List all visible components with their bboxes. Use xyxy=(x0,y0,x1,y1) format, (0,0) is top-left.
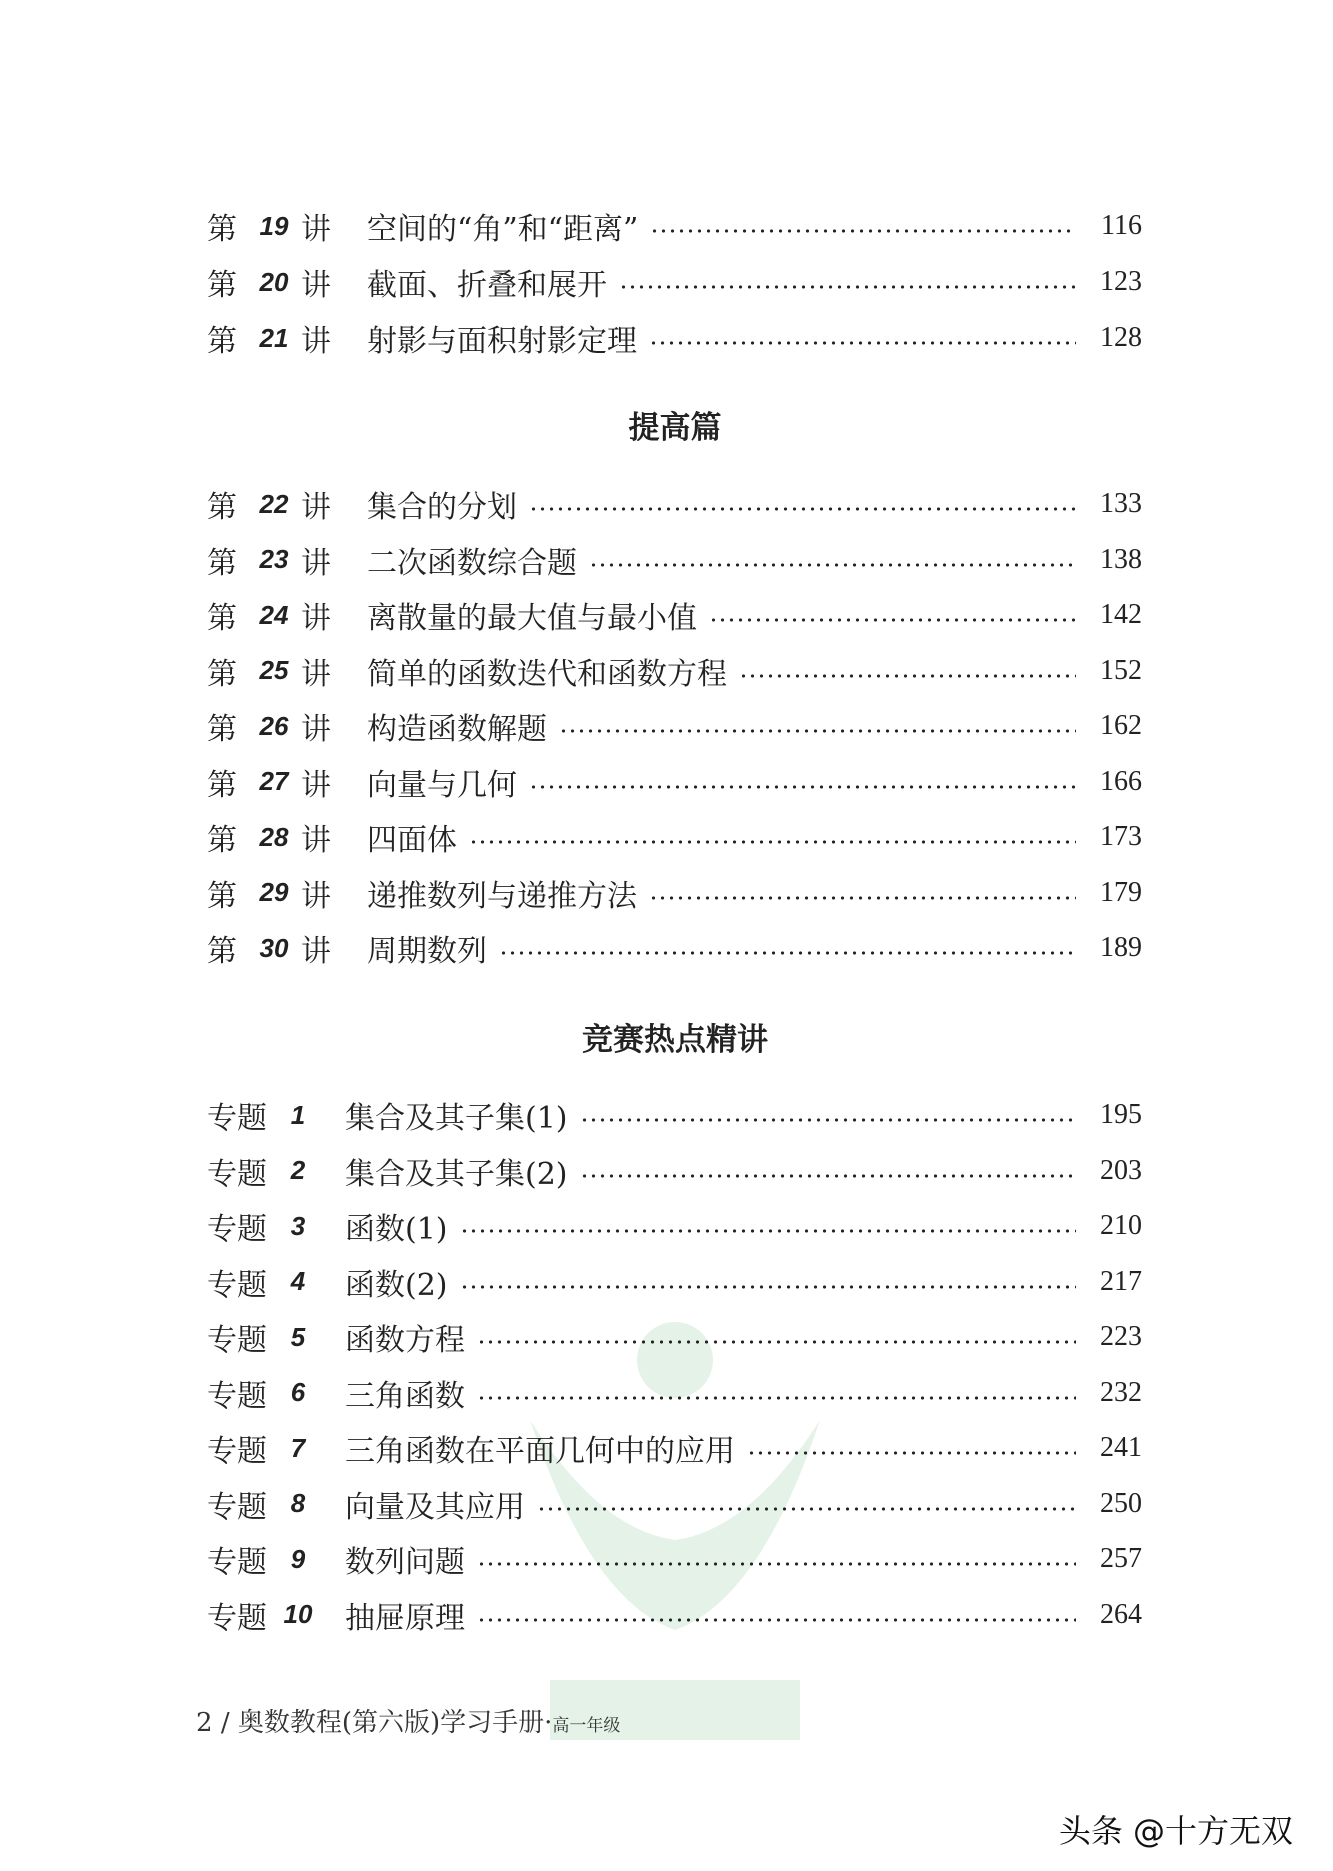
toc-entry xyxy=(207,1539,1142,1579)
toc-entry xyxy=(207,540,1142,580)
leader-dots xyxy=(477,1396,1076,1400)
section-heading-hot-topics: 竞赛热点精讲 xyxy=(582,1022,768,1058)
entry-title: 集合的分划 xyxy=(367,490,517,525)
entry-prefix: 专题 xyxy=(207,1101,267,1136)
entry-suffix: 讲 xyxy=(301,767,331,803)
entry-prefix: 专题 xyxy=(207,1212,267,1247)
section-heading-advanced: 提高篇 xyxy=(628,410,722,446)
entry-suffix: 讲 xyxy=(301,656,331,692)
leader-dots xyxy=(649,896,1076,900)
entry-prefix: 专题 xyxy=(207,1600,267,1636)
toc-entry xyxy=(207,817,1142,857)
entry-suffix: 讲 xyxy=(301,545,331,581)
entry-page: 116 xyxy=(1101,210,1142,241)
entry-prefix: 第 xyxy=(207,490,237,525)
entry-suffix: 讲 xyxy=(301,268,331,303)
entry-number: 8 xyxy=(290,1488,306,1518)
toc-entry xyxy=(207,762,1142,802)
entry-number: 27 xyxy=(259,766,289,796)
watermark-logo xyxy=(510,1300,840,1760)
entry-suffix: 讲 xyxy=(301,490,331,525)
entry-prefix: 专题 xyxy=(207,1545,267,1580)
entry-prefix: 专题 xyxy=(207,1323,267,1358)
entry-prefix: 第 xyxy=(207,324,237,359)
toc-entry xyxy=(207,595,1142,635)
entry-number: 5 xyxy=(290,1321,306,1352)
entry-number: 3 xyxy=(290,1210,306,1241)
entry-page: 166 xyxy=(1100,765,1142,797)
toc-entry xyxy=(207,1095,1142,1135)
entry-title: 函数方程 xyxy=(345,1323,465,1358)
entry-page: 217 xyxy=(1100,1265,1142,1297)
entry-number: 24 xyxy=(259,599,289,630)
leader-dots xyxy=(469,840,1076,844)
entry-number: 22 xyxy=(259,488,289,519)
entry-number: 4 xyxy=(290,1266,306,1296)
entry-title: 递推数列与递推方法 xyxy=(367,878,637,914)
entry-page: 138 xyxy=(1100,543,1142,575)
entry-number: 10 xyxy=(283,1599,313,1629)
toc-entry xyxy=(207,928,1142,968)
entry-title: 空间的“角”和“距离” xyxy=(367,212,639,247)
entry-page: 189 xyxy=(1100,932,1142,963)
entry-title: 向量与几何 xyxy=(367,767,517,803)
entry-number: 2 xyxy=(290,1155,306,1185)
leader-dots xyxy=(559,729,1076,733)
entry-page: 195 xyxy=(1100,1099,1142,1130)
entry-number: 30 xyxy=(259,932,289,963)
leader-dots xyxy=(747,1451,1076,1455)
toc-entry xyxy=(207,318,1142,358)
leader-dots xyxy=(580,1118,1077,1122)
entry-suffix: 讲 xyxy=(301,324,331,359)
entry-prefix: 专题 xyxy=(207,1156,267,1192)
entry-number: 23 xyxy=(259,544,289,574)
entry-prefix: 第 xyxy=(207,767,237,803)
entry-page: 123 xyxy=(1100,266,1142,297)
toc-entry xyxy=(207,484,1142,524)
toc-entry xyxy=(207,1373,1142,1413)
footer-grade: 高一年级 xyxy=(552,1716,621,1736)
entry-page: 179 xyxy=(1100,876,1142,908)
entry-prefix: 第 xyxy=(207,601,237,636)
entry-number: 20 xyxy=(259,266,289,297)
leader-dots xyxy=(709,618,1076,622)
entry-suffix: 讲 xyxy=(301,823,331,858)
footer-separator: / xyxy=(220,1708,230,1738)
entry-prefix: 专题 xyxy=(207,1489,267,1525)
watermark-text: 头条 @十方无双 xyxy=(1058,1812,1293,1850)
entry-title: 构造函数解题 xyxy=(367,712,547,747)
entry-suffix: 讲 xyxy=(301,212,331,247)
entry-prefix: 第 xyxy=(207,656,237,692)
entry-title: 射影与面积射影定理 xyxy=(367,324,637,359)
entry-title: 四面体 xyxy=(367,823,457,858)
entry-prefix: 第 xyxy=(207,212,237,247)
toc-entry xyxy=(207,1317,1142,1357)
leader-dots xyxy=(739,674,1076,678)
leader-dots xyxy=(529,785,1076,789)
toc-entry xyxy=(207,873,1142,913)
entry-suffix: 讲 xyxy=(301,601,331,636)
entry-prefix: 专题 xyxy=(207,1378,267,1414)
toc-entry xyxy=(207,1595,1142,1635)
entry-suffix: 讲 xyxy=(301,712,331,747)
entry-title: 数列问题 xyxy=(345,1545,465,1580)
entry-number: 28 xyxy=(259,821,289,852)
entry-prefix: 第 xyxy=(207,268,237,303)
entry-title: 三角函数在平面几何中的应用 xyxy=(345,1434,735,1469)
entry-number: 19 xyxy=(259,210,289,241)
entry-page: 232 xyxy=(1100,1376,1142,1408)
entry-number: 1 xyxy=(290,1099,306,1130)
toc-entry xyxy=(207,262,1142,302)
entry-prefix: 第 xyxy=(207,878,237,914)
entry-title: 函数(1) xyxy=(345,1212,448,1247)
entry-title: 函数(2) xyxy=(345,1267,448,1303)
leader-dots xyxy=(529,507,1076,511)
entry-number: 29 xyxy=(259,877,289,907)
entry-title: 离散量的最大值与最小值 xyxy=(367,601,697,636)
entry-page: 173 xyxy=(1100,821,1142,852)
entry-page: 152 xyxy=(1100,654,1142,686)
entry-page: 257 xyxy=(1100,1543,1142,1574)
entry-page: 203 xyxy=(1100,1154,1142,1186)
entry-number: 25 xyxy=(259,655,289,685)
toc-entry xyxy=(207,1428,1142,1468)
entry-number: 26 xyxy=(259,710,289,741)
entry-title: 周期数列 xyxy=(367,934,487,969)
entry-number: 6 xyxy=(290,1377,306,1407)
entry-suffix: 讲 xyxy=(301,878,331,914)
entry-number: 21 xyxy=(259,322,289,353)
leader-dots xyxy=(650,229,1076,233)
leader-dots xyxy=(619,285,1076,289)
toc-entry xyxy=(207,1262,1142,1302)
entry-prefix: 第 xyxy=(207,545,237,581)
entry-page: 264 xyxy=(1100,1598,1142,1630)
entry-page: 241 xyxy=(1100,1432,1142,1463)
entry-page: 142 xyxy=(1100,599,1142,630)
entry-prefix: 第 xyxy=(207,712,237,747)
entry-title: 集合及其子集(2) xyxy=(345,1156,568,1192)
entry-page: 210 xyxy=(1100,1210,1142,1241)
entry-title: 三角函数 xyxy=(345,1378,465,1414)
entry-title: 二次函数综合题 xyxy=(367,545,577,581)
entry-prefix: 专题 xyxy=(207,1434,267,1469)
entry-prefix: 专题 xyxy=(207,1267,267,1303)
entry-title: 截面、折叠和展开 xyxy=(367,268,607,303)
leader-dots xyxy=(589,563,1076,567)
entry-page: 250 xyxy=(1100,1487,1142,1519)
entry-title: 集合及其子集(1) xyxy=(345,1101,568,1136)
entry-title: 简单的函数迭代和函数方程 xyxy=(367,656,727,692)
footer-book-title: 奥数教程(第六版)学习手册· xyxy=(237,1708,553,1738)
entry-suffix: 讲 xyxy=(301,934,331,969)
leader-dots xyxy=(499,951,1076,955)
leader-dots xyxy=(477,1618,1076,1622)
entry-prefix: 第 xyxy=(207,823,237,858)
page-footer xyxy=(196,1702,620,1739)
entry-page: 133 xyxy=(1100,488,1142,519)
entry-page: 162 xyxy=(1100,710,1142,741)
toc-entry xyxy=(207,1484,1142,1524)
entry-number: 9 xyxy=(290,1543,306,1574)
toc-entry xyxy=(207,1206,1142,1246)
entry-prefix: 第 xyxy=(207,934,237,969)
leader-dots xyxy=(580,1174,1077,1178)
toc-entry xyxy=(207,1151,1142,1191)
leader-dots xyxy=(460,1285,1077,1289)
entry-page: 128 xyxy=(1100,322,1142,353)
entry-number: 7 xyxy=(290,1432,306,1463)
toc-entry xyxy=(207,206,1142,246)
entry-title: 向量及其应用 xyxy=(345,1489,525,1525)
toc-entry xyxy=(207,706,1142,746)
leader-dots xyxy=(460,1229,1077,1233)
leader-dots xyxy=(649,341,1076,345)
toc-entry xyxy=(207,651,1142,691)
leader-dots xyxy=(477,1562,1076,1566)
entry-page: 223 xyxy=(1100,1321,1142,1352)
leader-dots xyxy=(537,1507,1076,1511)
entry-title: 抽屉原理 xyxy=(345,1600,465,1636)
footer-page-number: 2 xyxy=(196,1708,213,1738)
leader-dots xyxy=(477,1340,1076,1344)
